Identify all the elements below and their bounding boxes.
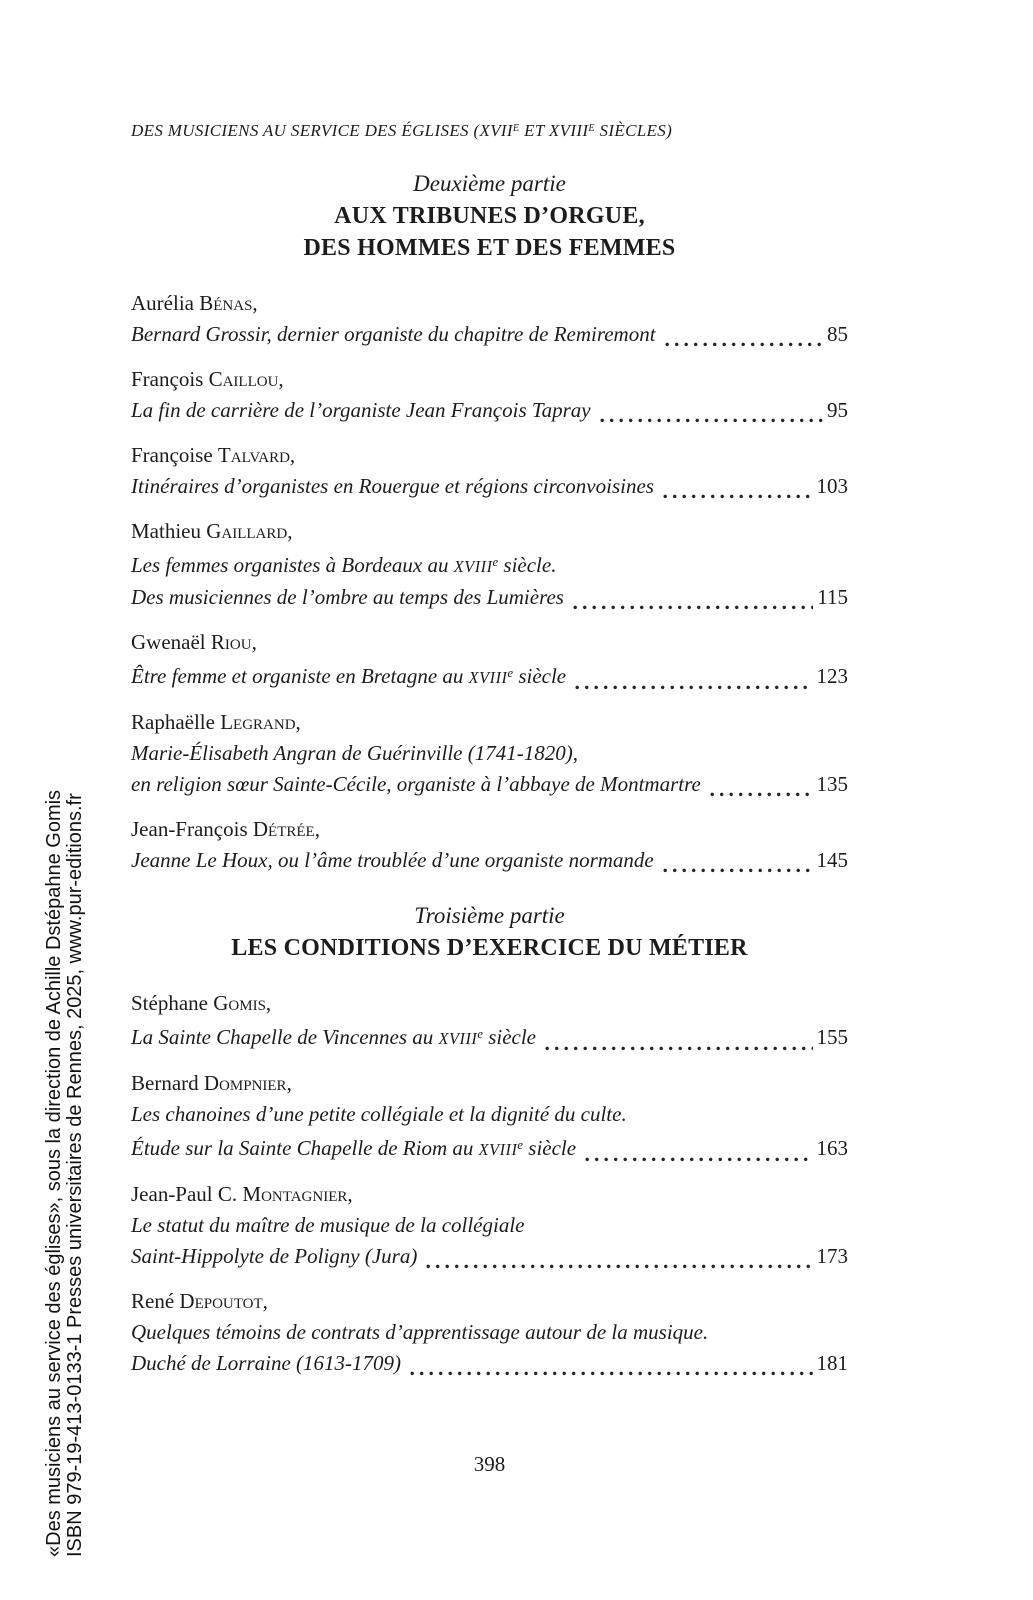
dot-leader <box>663 868 813 873</box>
toc-section <box>131 168 848 876</box>
title-text: La fin de carrière de l’organiste Jean François Tapray <box>131 398 591 422</box>
part-label: Troisième partie <box>414 903 565 929</box>
toc-entry <box>131 707 848 800</box>
toc-entry-title <box>131 1241 848 1272</box>
title-text: Des musiciennes de l’ombre au temps des Lumières <box>131 585 564 610</box>
toc-entry-author: Aurélia Bénas, <box>131 291 258 315</box>
toc-entry-page: 95 <box>827 398 848 422</box>
toc-entry-title <box>131 1348 848 1379</box>
toc-entry <box>131 1286 848 1379</box>
dot-leader <box>426 1264 812 1269</box>
toc-entry-title <box>131 738 848 769</box>
part-title-line: DES HOMMES ET DES FEMMES <box>303 235 676 261</box>
watermark-title-line: «Des musiciens au service des églises», sous la direction de Achille Dstépahne Gomis <box>43 789 65 1557</box>
toc-entry-title <box>131 1019 848 1054</box>
title-text: Bernard Grossir, dernier organiste du chapitre de Remiremont <box>131 322 656 346</box>
toc-entry-author: Raphaëlle Legrand, <box>131 710 301 735</box>
dot-leader <box>710 792 813 797</box>
toc-entry-title <box>131 845 848 876</box>
toc-entry-page: 123 <box>816 664 848 689</box>
part-title-line: LES CONDITIONS D’EXERCICE DU MÉTIER <box>231 935 748 962</box>
toc-entry-title <box>131 582 848 613</box>
dot-leader <box>410 1371 812 1376</box>
toc-entry-author: Gwenaël Riou, <box>131 630 257 655</box>
toc-entry-author: Jean-Paul C. Montagnier, <box>131 1182 353 1207</box>
toc-entry-title <box>131 471 848 502</box>
toc-entry <box>131 288 848 350</box>
toc-entry <box>131 440 848 502</box>
entries <box>131 288 848 876</box>
part-label: Deuxième partie <box>413 171 566 196</box>
toc-entry-page: 103 <box>816 474 848 498</box>
toc-section <box>131 900 848 1379</box>
toc-entry-title <box>131 1210 848 1241</box>
title-text: Duché de Lorraine (1613-1709) <box>131 1351 402 1376</box>
dot-leader <box>575 685 812 690</box>
title-text: en religion sœur Sainte-Cécile, organiste à l’abbaye de Montmartre <box>131 772 701 797</box>
toc-sections <box>131 168 848 1393</box>
toc-entry <box>131 988 848 1054</box>
toc-entry-page: 115 <box>817 585 848 610</box>
toc-entry-author: François Caillou, <box>131 367 284 391</box>
title-text: Les femmes organistes à Bordeaux au XVIIIe siècle. <box>131 553 557 578</box>
toc-entry <box>131 1068 848 1165</box>
title-text: Jeanne Le Houx, ou l’âme troublée d’une organiste normande <box>131 848 654 873</box>
title-text: Étude sur la Sainte Chapelle de Riom au XVIIIe siècle <box>131 1136 577 1161</box>
toc-entry-author: René Depoutot, <box>131 1289 268 1314</box>
toc-entry <box>131 364 848 426</box>
toc-entry-page: 181 <box>816 1351 848 1376</box>
toc-entry-author: Jean-François Détrée, <box>131 817 320 842</box>
dot-leader <box>585 1157 812 1162</box>
title-text: Les chanoines d’une petite collégiale et la dignité du culte. <box>131 1102 627 1127</box>
toc-entry <box>131 1179 848 1272</box>
dot-leader <box>663 494 813 499</box>
toc-entry <box>131 516 848 613</box>
toc-entry-author: Bernard Dompnier, <box>131 1071 292 1096</box>
entries <box>131 988 848 1379</box>
toc-entry-title <box>131 1130 848 1165</box>
toc-entry-title <box>131 1099 848 1130</box>
running-header: DES MUSICIENS AU SERVICE DES ÉGLISES ($XVII^E$ ET $XVIII^E$ SIÈCLES) <box>131 121 673 140</box>
part-heading <box>131 168 848 264</box>
title-text: Itinéraires d’organistes en Rouergue et régions circonvoisines <box>131 474 654 498</box>
title-text: Saint-Hippolyte de Poligny (Jura) <box>131 1244 418 1269</box>
toc-entry <box>131 814 848 876</box>
dot-leader <box>665 342 823 347</box>
part-heading <box>131 900 848 964</box>
dot-leader <box>545 1046 813 1051</box>
toc-entry-title <box>131 658 848 693</box>
toc-entry-page: 163 <box>816 1136 848 1161</box>
toc-entry-title <box>131 1317 848 1348</box>
toc-entry-title <box>131 319 848 350</box>
title-text: Marie-Élisabeth Angran de Guérinville (1741-1820), <box>131 741 578 766</box>
toc-entry-page: 135 <box>816 772 848 797</box>
toc-entry-title <box>131 547 848 582</box>
watermark-isbn-line: ISBN 979-19-413-0133-1 Presses universitaires de Rennes, 2025, www.pur-editions.fr <box>64 793 86 1557</box>
toc-entry-author: Françoise Talvard, <box>131 443 296 467</box>
title-text: Le statut du maître de musique de la collégiale <box>131 1213 525 1238</box>
toc-entry-author: Stéphane Gomis, <box>131 991 272 1016</box>
toc-entry-author: Mathieu Gaillard, <box>131 519 293 543</box>
dot-leader <box>600 418 823 423</box>
title-text: Être femme et organiste en Bretagne au XVIIIe siècle <box>131 664 567 689</box>
watermark-sidebar <box>44 705 86 1557</box>
toc-entry-page: 85 <box>827 322 848 346</box>
title-text: Quelques témoins de contrats d’apprentissage autour de la musique. <box>131 1320 709 1345</box>
toc-entry-page: 173 <box>816 1244 848 1269</box>
part-title-line: AUX TRIBUNES D’ORGUE, <box>334 203 645 229</box>
toc-entry-title <box>131 769 848 800</box>
toc-entry <box>131 627 848 693</box>
title-text: La Sainte Chapelle de Vincennes au XVIIIe siècle <box>131 1025 536 1050</box>
toc-entry-title <box>131 395 848 426</box>
toc-entry-page: 145 <box>816 848 848 873</box>
page-number: 398 <box>473 1452 506 1476</box>
dot-leader <box>573 605 813 610</box>
toc-entry-page: 155 <box>816 1025 848 1050</box>
